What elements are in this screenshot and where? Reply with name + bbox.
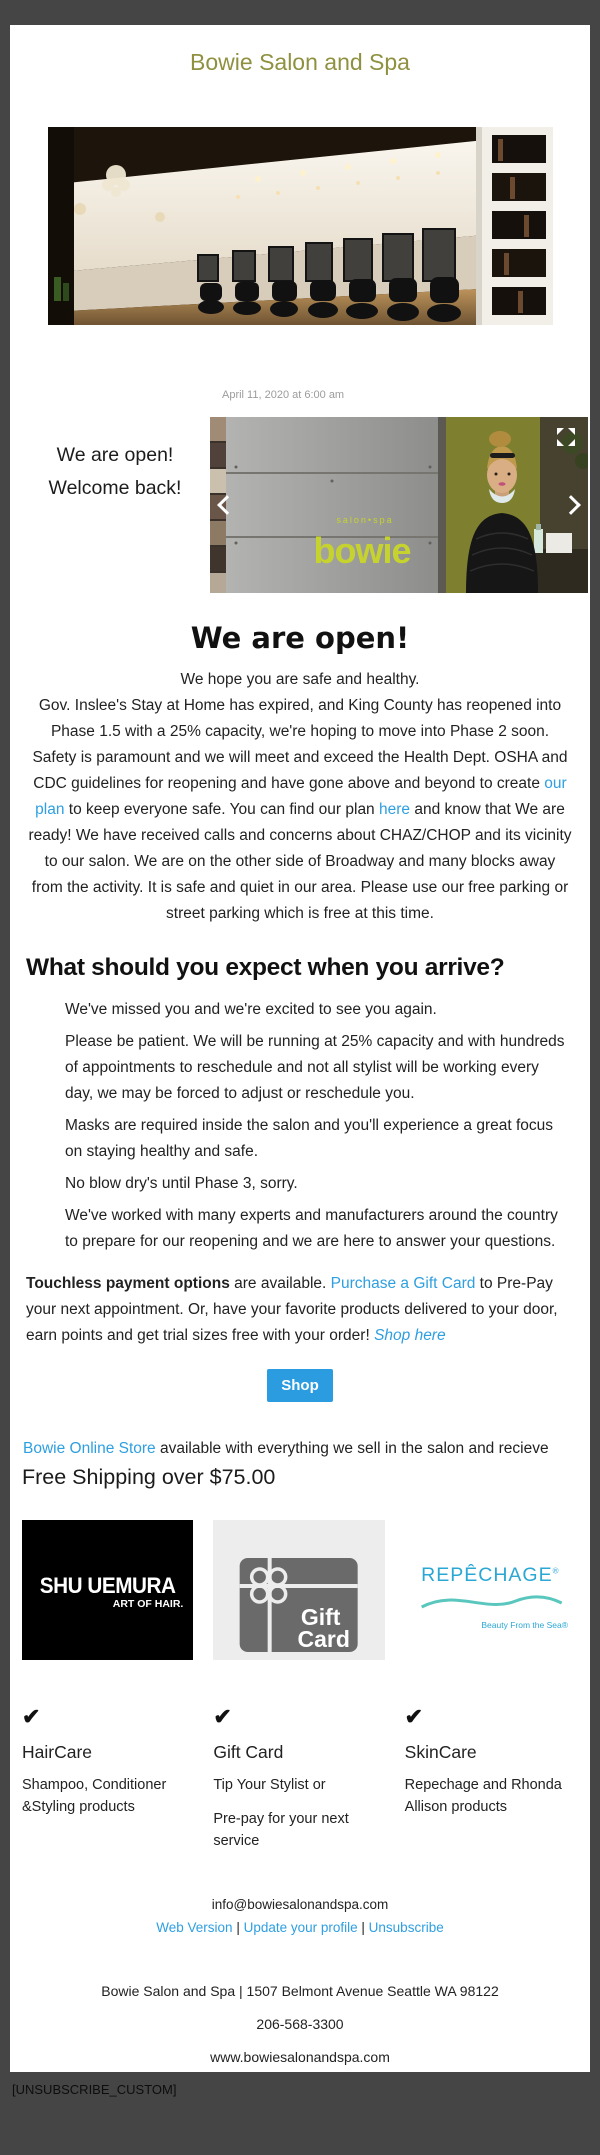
side-text-line-1: We are open!: [56, 444, 174, 466]
shop-button[interactable]: Shop: [267, 1369, 333, 1402]
chevron-left-icon: [217, 495, 237, 515]
desc-line: Repechage and Rhonda: [404, 1777, 562, 1793]
shu-uemura-tagline: ART OF HAIR.: [112, 1598, 184, 1610]
shu-uemura-logo-text: SHU UEMURA: [39, 1573, 176, 1598]
desc-line: &Styling products: [22, 1799, 135, 1815]
door-logo-small-text: salon•spa: [336, 515, 394, 525]
page-title: Bowie Salon and Spa: [190, 49, 410, 75]
unsubscribe-link[interactable]: Unsubscribe: [368, 1920, 444, 1935]
gift-card-image[interactable]: [213, 1520, 384, 1660]
repechage-logo-text: REPÊCHAGE®: [421, 1564, 560, 1586]
column-description: [405, 1774, 576, 1818]
announcement-text-3: and know that We are ready! We have received calls and concerns about CHAZ/CHOP and its vicinity to our salon. We are on the other side of Broadway and many blocks away from the activity. It is safe and quiet in our area. Please use our free parking or street parking which is free at this time.: [28, 801, 572, 922]
announcement-text-2: to keep everyone safe. You can find our plan: [64, 801, 379, 818]
footer-website[interactable]: www.bowiesalonandspa.com: [210, 2049, 390, 2065]
expectations-heading: What should you expect when you arrive?: [26, 954, 505, 981]
check-icon: ✔: [22, 1704, 41, 1729]
expectations-list: [65, 997, 570, 1255]
free-shipping-line: Free Shipping over $75.00: [22, 1465, 276, 1489]
carousel-widget: [210, 387, 588, 593]
carousel-prev-button[interactable]: [214, 489, 236, 521]
column-title: HairCare: [22, 1742, 93, 1762]
link-separator: |: [232, 1920, 244, 1935]
carousel-side-text: [20, 387, 210, 593]
registered-mark: ®: [552, 1566, 560, 1576]
payment-text-1: are available.: [229, 1275, 331, 1292]
storefront-photo: [210, 417, 588, 593]
shop-button-row: [10, 1369, 590, 1402]
column-title: SkinCare: [404, 1742, 477, 1762]
column-description: Pre-pay for your next service: [213, 1811, 349, 1849]
email-body: [10, 25, 590, 2072]
announcement-paragraph: [28, 667, 572, 927]
carousel-section: [10, 387, 590, 593]
footer-address: Bowie Salon and Spa | 1507 Belmont Avenue Seattle WA 98122: [101, 1983, 499, 1999]
list-item: Masks are required inside the salon and you'll experience a great focus on staying healthy and safe.: [65, 1117, 554, 1160]
check-icon: ✔: [404, 1704, 424, 1729]
online-store-link[interactable]: Bowie Online Store: [23, 1440, 156, 1457]
announcement-intro: We hope you are safe and healthy.: [180, 671, 420, 688]
update-profile-link[interactable]: Update your profile: [243, 1920, 358, 1935]
here-link[interactable]: here: [379, 801, 411, 818]
column-skincare: [405, 1520, 576, 1852]
column-description: [22, 1774, 193, 1818]
column-giftcard: [213, 1520, 384, 1852]
payment-text-2: to Pre-Pay your next appointment. Or, have your favorite products delivered to your door, earn points and get trial sizes free with your order!: [26, 1275, 558, 1344]
list-item: Please be patient. We will be running at 25% capacity and with hundreds of appointments to reschedule and not all stylist will be working every day, we may be forced to adjust or reschedule you.: [65, 1033, 565, 1102]
expand-icon[interactable]: [556, 427, 576, 447]
wave-icon: [405, 1587, 576, 1613]
announcement-text-1: Gov. Inslee's Stay at Home has expired, and King County has reopened into Phase 1.5 with a 25% capacity, we're hoping to move into Phase 2 soon. Safety is paramount and we will meet and exceed the Health Dept. OSHA and CDC guidelines for reopening and have gone above and beyond to create: [32, 697, 568, 792]
desc-line: Allison products: [404, 1799, 508, 1815]
shu-uemura-image[interactable]: [22, 1520, 193, 1660]
column-title: Gift Card: [213, 1742, 284, 1762]
salon-interior-photo: [48, 127, 553, 325]
online-store-line: [23, 1438, 576, 1460]
check-icon: ✔: [213, 1704, 232, 1729]
repechage-image[interactable]: [405, 1520, 576, 1660]
product-columns: [22, 1520, 576, 1852]
link-separator: |: [357, 1920, 369, 1935]
column-haircare: [22, 1520, 193, 1852]
gift-card-word-1: Gift: [301, 1604, 341, 1630]
web-version-link[interactable]: Web Version: [156, 1920, 233, 1935]
our-plan-link[interactable]: our plan: [35, 775, 567, 818]
online-store-text: available with everything we sell in the salon and recieve: [155, 1440, 549, 1457]
purchase-gift-card-link[interactable]: Purchase a Gift Card: [330, 1275, 476, 1292]
footer-links: [10, 1919, 590, 1937]
list-item: We've missed you and we're excited to see you again.: [65, 1001, 437, 1018]
footer-email[interactable]: info@bowiesalonandspa.com: [211, 1897, 389, 1912]
payment-paragraph: [26, 1271, 572, 1349]
list-item: We've worked with many experts and manufacturers around the country to prepare for our reopening and we are here to answer your questions.: [65, 1207, 558, 1250]
repechage-tagline: Beauty From the Sea®: [481, 1620, 568, 1630]
list-item: No blow dry's until Phase 3, sorry.: [65, 1175, 298, 1192]
announcement-heading: We are open!: [190, 621, 410, 655]
column-description: Tip Your Stylist or: [213, 1777, 326, 1793]
shop-here-link[interactable]: Shop here: [374, 1327, 446, 1344]
carousel-next-button[interactable]: [562, 489, 584, 521]
carousel-image[interactable]: [210, 417, 588, 593]
gift-card-word-2: Card: [297, 1626, 351, 1652]
side-text-line-2: Welcome back!: [48, 477, 182, 499]
desc-line: Shampoo, Conditioner: [22, 1777, 167, 1793]
chevron-right-icon: [561, 495, 581, 515]
footer-phone: 206-568-3300: [256, 2016, 344, 2032]
carousel-timestamp: April 11, 2020 at 6:00 am: [222, 389, 345, 401]
gift-card-icon: [213, 1520, 384, 1660]
payment-bold-lead: Touchless payment options: [26, 1275, 230, 1292]
unsubscribe-placeholder: [UNSUBSCRIBE_CUSTOM]: [12, 2082, 177, 2097]
door-logo-text: bowie: [313, 530, 411, 571]
